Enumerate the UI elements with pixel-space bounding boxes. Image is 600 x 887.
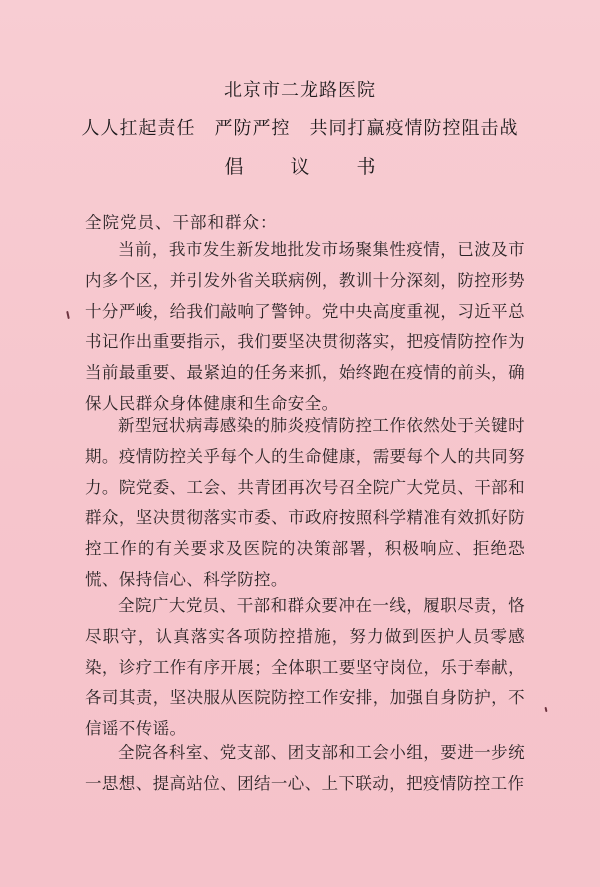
body-paragraph-1: 当前，我市发生新发地批发市场聚集性疫情，已波及市内多个区，并引发外省关联病例，教训十分深刻，防控形势十分严峻，给我们敲响了警钟。党中央高度重视，习近平总书记作出重要指示，我们要坚决贯彻落实，把疫情防控作为当前最重要、最紧迫的任务来抓，始终跑在疫情的前头，确保人民群众身体健康和生命安全。 bbox=[85, 240, 525, 413]
body-paragraph-4: 全院各科室、党支部、团支部和工会小组，要进一步统一思想、提高站位、团结一心、上下联动，把疫情防控工作 bbox=[85, 743, 525, 793]
salutation: 全院党员、干部和群众： bbox=[85, 213, 278, 232]
document-title: 倡 议 书 bbox=[224, 156, 390, 178]
body-paragraph-3: 全院广大党员、干部和群众要冲在一线，履职尽责，恪尽职守，认真落实各项防控措施，努力做到医护人员零感染，诊疗工作有序开展；全体职工要坚守岗位，乐于奉献，各司其责，坚决服从医院防控工作安排，加强自身防护，不信谣不传谣。 bbox=[85, 596, 525, 739]
ink-speck bbox=[545, 707, 548, 712]
organization-name: 北京市二龙路医院 bbox=[224, 80, 376, 101]
ink-speck bbox=[66, 311, 70, 319]
document-header bbox=[0, 72, 600, 186]
slogan-line: 人人扛起责任 严防严控 共同打赢疫情防控阻击战 bbox=[81, 118, 519, 139]
body-paragraph-2: 新型冠状病毒感染的肺炎疫情防控工作依然处于关键时期。疫情防控关乎每个人的生命健康，需要每个人的共同努力。院党委、工会、共青团再次号召全院广大党员、干部和群众，坚决贯彻落实市委、市政府按照科学精准有效抓好防控工作的有关要求及医院的决策部署，积极响应、拒绝恐慌、保持信心、科学防控。 bbox=[85, 416, 525, 589]
